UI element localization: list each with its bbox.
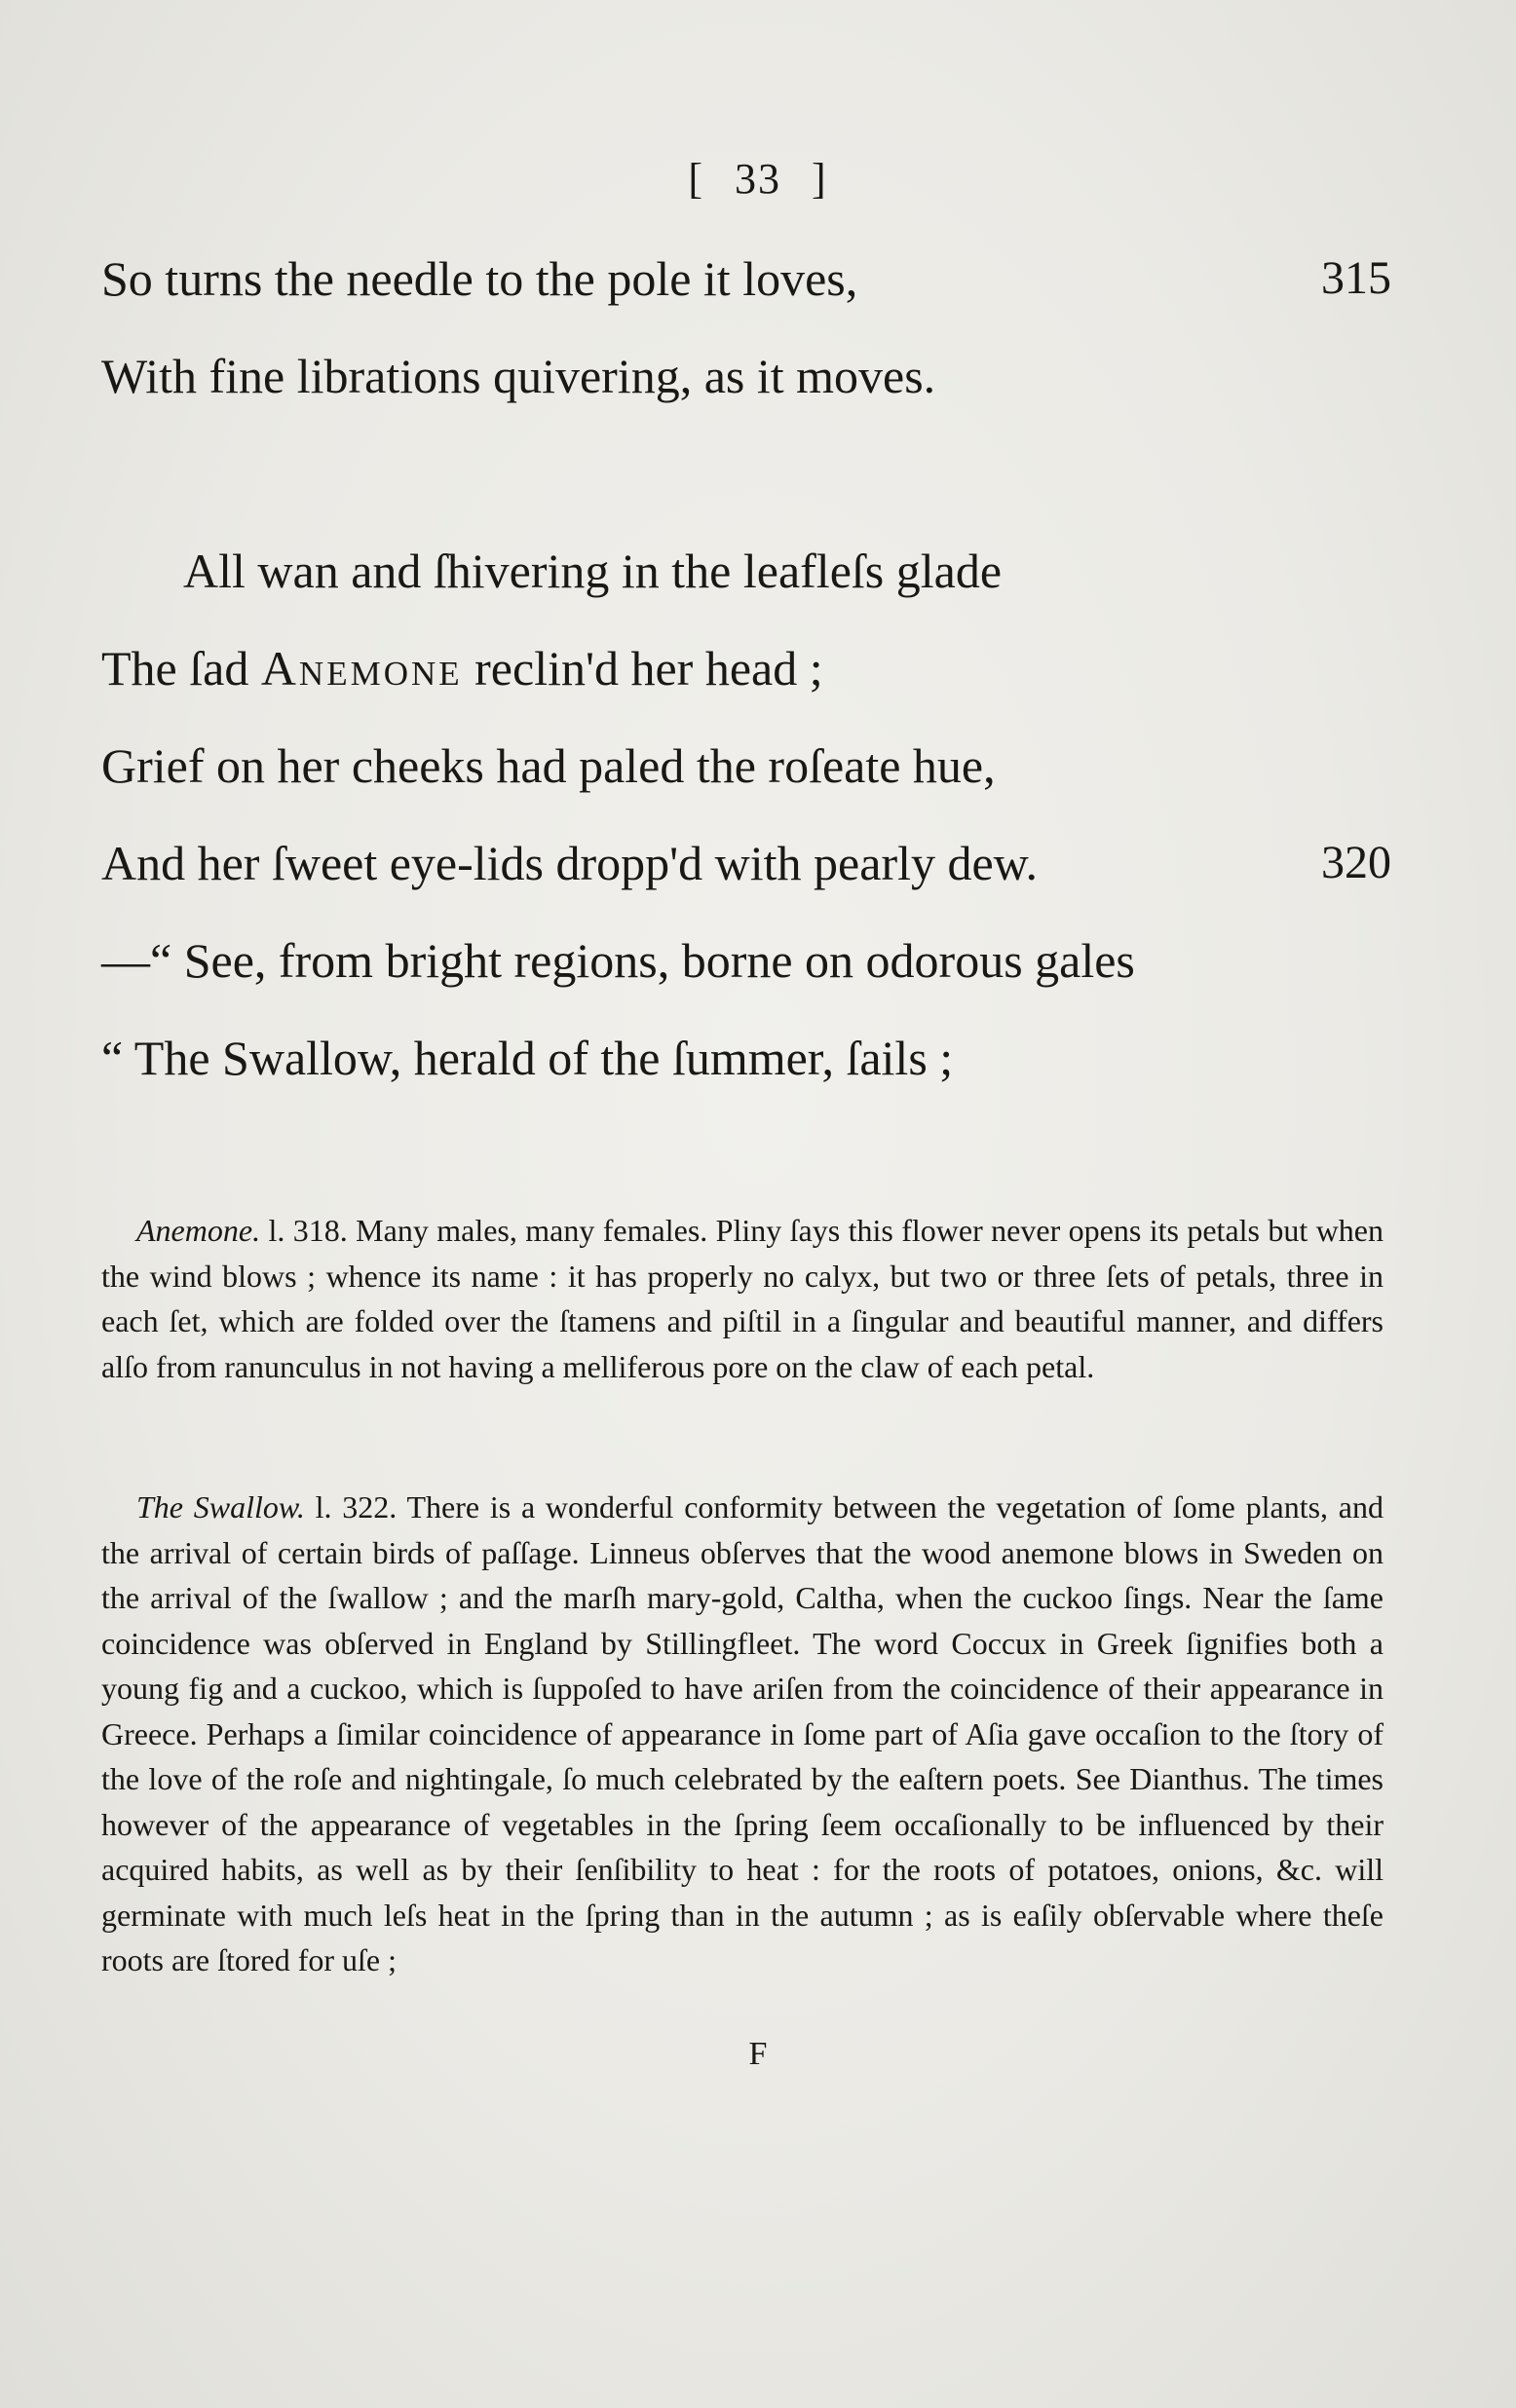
verse-line	[101, 230, 1391, 327]
footnote-head: The Swallow.	[136, 1489, 305, 1524]
poem-verses	[101, 230, 1391, 1107]
verse-text: So turns the needle to the pole it loves,	[101, 251, 858, 306]
line-number: 315	[1321, 252, 1391, 304]
verse-text: “ The Swallow, herald of the ſummer, ſails ;	[101, 1031, 954, 1085]
footnote-body: l. 322. There is a wonderful conformity between the vegetation of ſome plants, and the arrival of certain birds of paſſage. Linneus obſerves that the wood anemone blows in Sweden on the arrival of the ſwallow ; and the marſh mary-gold, Caltha, when the cuckoo ſings. Near the ſame coincidence was obſerved in England by Stillingfleet. The word Coccux in Greek ſignifies both a young fig and a cuckoo, which is ſuppoſed to have ariſen from the coincidence of their appearance in Greece. Perhaps a ſimilar coincidence of appearance in ſome part of Aſia gave occaſion to the ſtory of the love of the roſe and nightingale, ſo much celebrated by the eaſtern poets. See Dianthus. The times however of the appearance of vegetables in the ſpring ſeem occaſionally to be influenced by their acquired habits, as well as by their ſenſibility to heat : for the roots of potatoes, onions, &c. will germinate with much leſs heat in the ſpring than in the autumn ; as is eaſily obſervable where theſe roots are ſtored for uſe ;	[101, 1489, 1384, 1977]
verse-line	[101, 620, 1387, 717]
verse-text-before: The ſad	[101, 641, 261, 696]
verse-text: And her ſweet eye-lids dropp'd with pearly dew.	[101, 836, 1039, 890]
verse-line	[101, 814, 1391, 912]
verse-line	[101, 717, 1387, 814]
verse-text-after: reclin'd her head ;	[462, 641, 823, 696]
verse-line	[101, 1009, 1387, 1107]
footnote-body: l. 318. Many males, many females. Pliny ſays this flower never opens its petals but when the wind blows ; whence its name : it has properly no calyx, but two or three ſets of petals, three in each ſet, which are folded over the ſtamens and piſtil in a ſingular and beautiful manner, and differs alſo from ranunculus in not having a melliferous pore on the claw of each petal.	[101, 1213, 1383, 1384]
footnotes	[101, 1208, 1383, 1389]
verse-text: Grief on her cheeks had paled the roſeate hue,	[101, 738, 996, 793]
plant-name-anemone: Anemone	[260, 641, 463, 696]
line-number: 320	[1321, 837, 1391, 888]
verse-line	[101, 327, 1387, 425]
verse-line	[101, 522, 1387, 620]
footnotes-continued	[101, 1485, 1383, 1983]
footnote-anemone	[101, 1208, 1383, 1389]
footnote-head: Anemone.	[136, 1213, 261, 1248]
verse-text	[101, 620, 823, 717]
verse-text: All wan and ſhivering in the leafleſs glade	[183, 544, 1003, 598]
page-number: [ 33 ]	[688, 155, 828, 203]
verse-line	[101, 912, 1387, 1009]
verse-text: —“ See, from bright regions, borne on odorous gales	[101, 933, 1135, 988]
signature-mark: F	[748, 2036, 768, 2072]
stanza-gap	[101, 425, 1387, 522]
verse-text: With fine librations quivering, as it moves.	[101, 349, 936, 403]
footnote-swallow	[101, 1485, 1383, 1983]
